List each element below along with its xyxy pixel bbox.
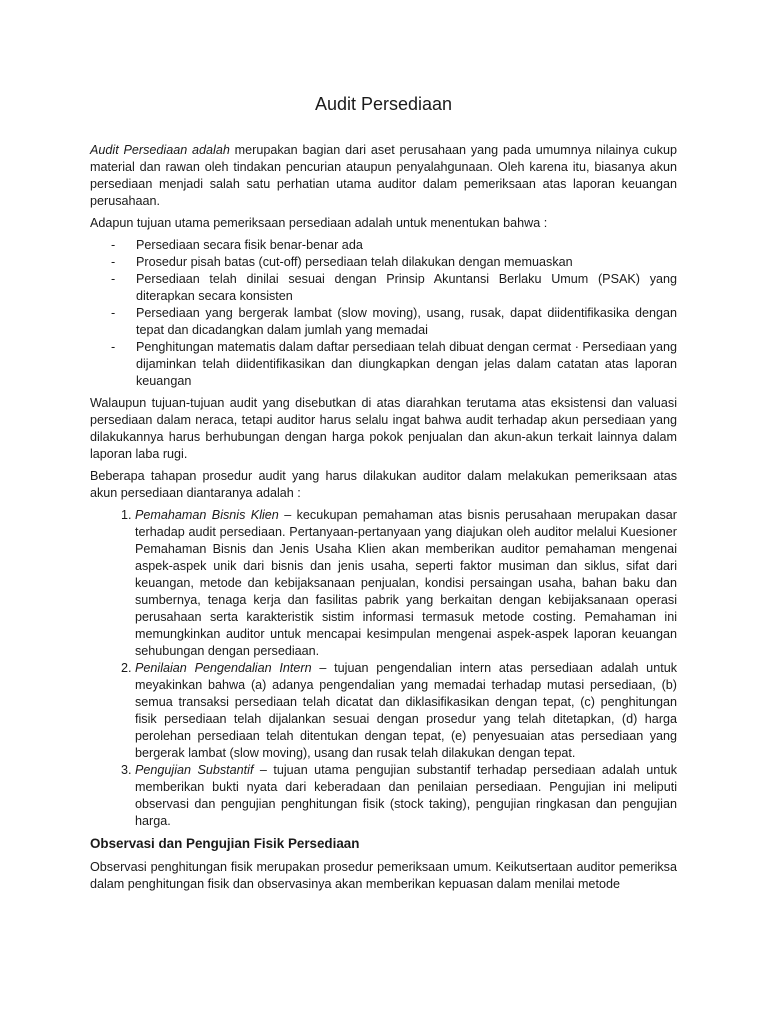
list-item: - Prosedur pisah batas (cut-off) persediaan telah dilakukan dengan memuaskan — [136, 254, 677, 271]
paragraph-although: Walaupun tujuan-tujuan audit yang disebutkan di atas diarahkan terutama atas eksistensi dan valuasi persediaan dalam neraca, tetapi auditor harus selalu ingat bahwa audit terhadap akun persediaan yang dilakukannya harus berhubungan dengan harga pokok penjualan dan akun-akun terkait lainnya dalam laporan laba rugi. — [90, 396, 677, 461]
intro-term: Audit Persediaan adalah — [90, 143, 230, 157]
list-item: - Persediaan yang bergerak lambat (slow moving), usang, rusak, dapat diidentifikasika dengan tepat dan dicadangkan dalam jumlah yang memadai — [136, 305, 677, 339]
step-item — [135, 762, 677, 830]
purpose-list — [90, 237, 677, 390]
steps-list — [90, 507, 677, 830]
list-item: - Persediaan secara fisik benar-benar ada — [136, 237, 677, 254]
step-text: – tujuan utama pengujian substantif terhadap persediaan adalah untuk memberikan bukti nyata dari keberadaan dan penilaian persediaan. Pengujian ini meliputi observasi dan pengujian penghitungan fisik (stock taking), pengujian ringkasan dan pengujian harga. — [135, 763, 678, 828]
step-term: Pengujian Substantif — [135, 763, 254, 777]
steps-lead: Beberapa tahapan prosedur audit yang harus dilakukan auditor dalam melakukan pemeriksaan atas akun persediaan diantaranya adalah : — [90, 469, 677, 500]
intro-paragraph — [90, 142, 677, 210]
step-text: – tujuan pengendalian intern atas persediaan adalah untuk meyakinkan bahwa (a) adanya pengendalian yang memadai terhadap mutasi persediaan, (b) semua transaksi persediaan telah dicatat dan diklasifikasikan dengan tepat, (c) penghitungan fisik persediaan telah dijalankan sesuai dengan prosedur yang telah ditetapkan, (d) harga perolehan persediaan telah ditentukan dengan tepat, (e) penyesuaian atas persediaan yang bergerak lambat (slow moving), usang dan rusak telah dilakukan dengan tepat. — [135, 661, 677, 760]
step-term: Pemahaman Bisnis Klien — [135, 508, 279, 522]
list-item: - Penghitungan matematis dalam daftar persediaan telah dibuat dengan cermat · Persediaan yang dijaminkan telah diidentifikasikan dan diungkapkan dengan jelas dalam catatan atas laporan keuangan — [136, 339, 677, 390]
step-term: Penilaian Pengendalian Intern — [135, 661, 312, 675]
section-heading: Observasi dan Pengujian Fisik Persediaan — [90, 836, 360, 851]
list-item: - Persediaan telah dinilai sesuai dengan Prinsip Akuntansi Berlaku Umum (PSAK) yang diterapkan secara konsisten — [136, 271, 677, 305]
step-item — [135, 507, 677, 660]
step-text: – kecukupan pemahaman atas bisnis perusahaan merupakan dasar terhadap audit persediaan. Pertanyaan-pertanyaan yang diajukan oleh auditor melalui Kuesioner Pemahaman Bisnis dan Jenis Usaha Klien akan memberikan auditor pemahaman mengenai aspek-aspek unik dari bisnis dan jenis usaha, seperti faktor musiman dan siklus, sifat dari keuangan, metode dan kebijaksanaan penjualan, kondisi persaingan usaha, bahan baku dan sumbernya, tenaga kerja dan fasilitas pabrik yang berkaitan dengan kebijaksanaan operasi perusahaan serta karakteristik sistim informasi termasuk metode costing. Pemahaman ini memungkinkan auditor untuk mencapai kesimpulan mengenai aspek-aspek laporan keuangan sehubungan dengan persediaan. — [135, 508, 677, 658]
section-paragraph: Observasi penghitungan fisik merupakan prosedur pemeriksaan umum. Keikutsertaan auditor pemeriksa dalam penghitungan fisik dan observasinya akan memberikan kepuasan dalam menilai metode — [90, 860, 677, 891]
purpose-lead: Adapun tujuan utama pemeriksaan persediaan adalah untuk menentukan bahwa : — [90, 216, 548, 230]
document-title: Audit Persediaan — [314, 94, 453, 114]
intro-text: merupakan bagian dari aset perusahaan yang pada umumnya nilainya cukup material dan rawan oleh tindakan pencurian ataupun penyalahgunaan. Oleh karena itu, biasanya akun persediaan menjadi salah satu perhatian utama auditor dalam pemeriksaan atas laporan keuangan perusahaan. — [90, 143, 678, 208]
step-item — [135, 660, 677, 762]
